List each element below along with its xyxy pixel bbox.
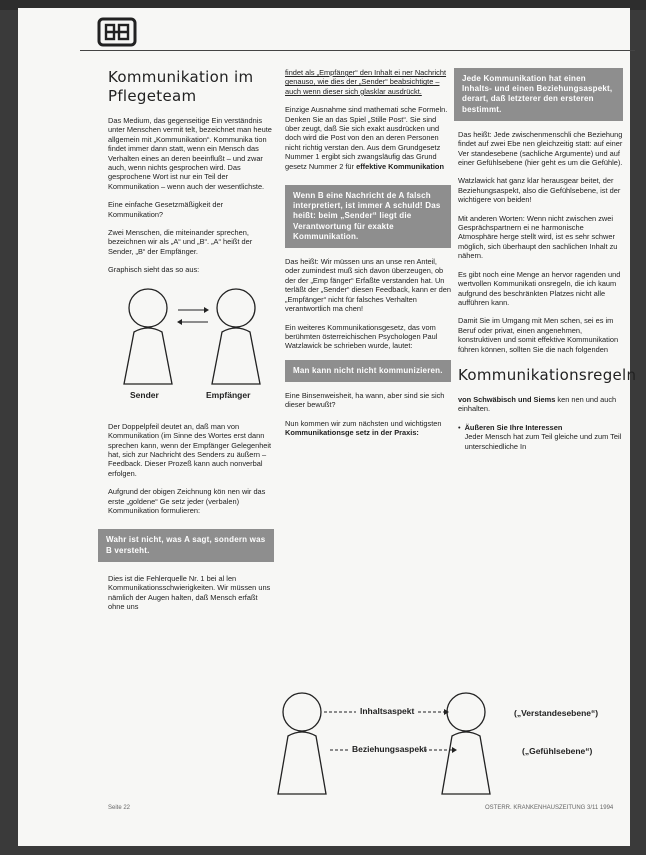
paragraph: Damit Sie im Umgang mit Men schen, sei es im Beruf oder privat, einen angenehmen, konstruktiven und somit effektive Kommunikation führen können, sollten Sie die nach folgenden	[458, 316, 619, 354]
paragraph: Graphisch sieht das so aus:	[108, 265, 200, 275]
page-footer-right: OSTERR. KRANKENHAUSZEITUNG 3/11 1994	[485, 805, 614, 811]
bullet-text: Jeder Mensch hat zum Teil gleiche und zum Teil unterschiedliche In	[464, 432, 622, 451]
paragraph: Das heißt: Jede zwischenmenschli che Beziehung findet auf zwei Ebe nen gleichzeitig statt: auf einer Ver standesebene (sachliche Argumente) und auf einer Gefühlsebene (hier geht es um die Gefühle).	[458, 129, 623, 168]
mind-level-label: („Verstandesebene“)	[514, 708, 599, 718]
paragraph	[285, 105, 451, 171]
law-box-2: Wenn B eine Nachricht de A falsch interpretiert, ist immer A schuld! Das heißt: beim „Sender“ liegt die Verantwortung für exakte Kommunikation.	[285, 185, 451, 248]
column-2	[285, 68, 451, 447]
cross-in-square-logo-icon	[97, 17, 137, 47]
paragraph: Eine einfache Gesetzmäßigkeit der Kommunikation?	[108, 200, 224, 219]
article-title	[108, 68, 274, 106]
paragraph	[285, 68, 451, 96]
paragraph-text: Einzige Ausnahme sind mathemati sche Formeln. Denken Sie an das Spiel „Stille Post“. Sie sind über zeugt, daß Sie sich exakt ausdrücken und doch wird die Post von den an deren Personen nicht richtig verstan den. Aus dem Grundgesetz Nummer 1 ergibt sich zwangsläufig das Grund gesetz Nummer 2 für	[285, 105, 448, 171]
paragraph: Das Medium, das gegenseitige Ein verständnis unter Menschen vermit telt, bezeichnet man heute allgemein mit „Kommunikation“. Kommunika tion findet immer dann statt, wenn ein Mensch das Verhalten eines an deren beeinflußt – und zwar auch, wenn nichts gesprochen wird. Das gesprochene Wort ist nur ein Teil der Kommunikation – wenn auch der wesentlichste.	[108, 116, 272, 191]
paragraph: Dies ist die Fehlerquelle Nr. 1 bei al len Kommunikationsschwierigkeiten. Wir müssen uns nämlich der Augen halten, daß Mensch erfaßt ohne uns	[108, 573, 271, 611]
title-line-1: Kommunikation im	[108, 68, 254, 86]
paragraph: Es gibt noch eine Menge an hervor ragenden und wertvollen Kommunikati onsregeln, die ich kaum aufgrund des beschränkten Platzes nicht alle aufführen kann.	[458, 269, 621, 307]
header-rule	[80, 50, 635, 51]
paragraph: Zwei Menschen, die miteinander sprechen, bezeichnen wir als „A“ und „B“. „A“ heißt der Sender, „B“ der Empfänger.	[108, 228, 253, 256]
receiver-label: Empfänger	[206, 389, 251, 400]
aspect-diagram	[268, 688, 628, 798]
relationship-aspect-label: Beziehungsaspekt	[352, 744, 427, 754]
paragraph: Mit anderen Worten: Wenn nicht zwischen zwei Gesprächspartnern ei ne harmonische Atmosphäre herge stellt wird, ist es sehr schwer möglich, sich überhaupt den sachlichen Inhalt zu nähern.	[458, 213, 618, 261]
page-footer-left: Seite 22	[108, 805, 131, 811]
sender-receiver-figure	[108, 284, 274, 404]
sender-receiver-drawing	[108, 284, 274, 388]
bullet-icon: •	[458, 422, 461, 432]
section-heading: Kommunikationsregeln	[458, 365, 637, 384]
paragraph: Watzlawick hat ganz klar herausgear beitet, der Beziehungsaspekt, also die Gefühlsebene, ist der wichtigere von beiden!	[458, 176, 621, 205]
law-box-3: Man kann nicht nicht kommunizieren.	[285, 360, 451, 382]
list-item	[458, 423, 623, 451]
column-3	[458, 68, 637, 451]
paragraph: Das heißt: Wir müssen uns an unse ren Anteil, oder zumindest muß sich davon überzeugen, ob der der „Emp fänger“ Erfaßte verstanden hat. Un terläßt der „Sender“ diesen Feedback, kann er den „Empfänger“ nicht für falsches Verhalten verantwortlich ma chen!	[285, 257, 451, 314]
paragraph	[458, 395, 623, 414]
title-line-2: Pflegeteam	[108, 87, 197, 105]
paragraph: Aufgrund der obigen Zeichnung kön nen wir das erste „goldene“ Ge setz jeder (verbalen) Kommunikation formulieren:	[108, 487, 266, 515]
content-aspect-label: Inhaltsaspekt	[360, 706, 415, 716]
law-box-1: Wahr ist nicht, was A sagt, sondern was B versteht.	[98, 529, 274, 561]
law-box-4: Jede Kommunikation hat einen Inhalts- und einen Beziehungsaspekt, derart, daß letzterer den ersteren bestimmt.	[454, 68, 623, 121]
feeling-level-label: („Gefühlsebene“)	[522, 746, 593, 756]
paragraph-text: Nun kommen wir zum nächsten und wichtigsten	[285, 418, 442, 428]
sender-label: Sender	[130, 389, 159, 400]
aspect-drawing	[268, 688, 628, 798]
paragraph-text: ken nen und auch einhalten.	[458, 394, 617, 414]
bold-text: Kommunikationsge setz in der Praxis:	[285, 428, 419, 438]
underlined-text: findet als „Empfänger“ den Inhalt ei ner Nachricht genauso, wie dies der „Sender“ beabsichtigte – auch wenn dieser sich glasklar ausdrückt.	[285, 68, 447, 96]
bold-text: von Schwäbisch und Siems	[458, 394, 556, 404]
paragraph: Ein weiteres Kommunikationsgesetz, das vom berühmten österreichischen Psychologen Paul Watzlawick be schrieben wurde, lautet:	[285, 322, 438, 351]
bullet-title: Äußeren Sie Ihre Interessen	[464, 422, 563, 432]
column-1	[108, 68, 274, 620]
paragraph: Der Doppelpfeil deutet an, daß man von Kommunikation (im Sinne des Wortes erst dann sprechen kann, wenn der Empfänger Gelegenheit hat, sich zur Nachricht des Senders zu äußern – Feedback. Dieser Prozeß kann auch nonverbal erfolgen.	[108, 421, 272, 478]
bold-text: effektive Kommunikation	[356, 161, 444, 171]
paragraph	[285, 419, 451, 438]
paragraph: Eine Binsenweisheit, ha wann, aber sind sie sich dieser bewußt?	[285, 390, 445, 410]
